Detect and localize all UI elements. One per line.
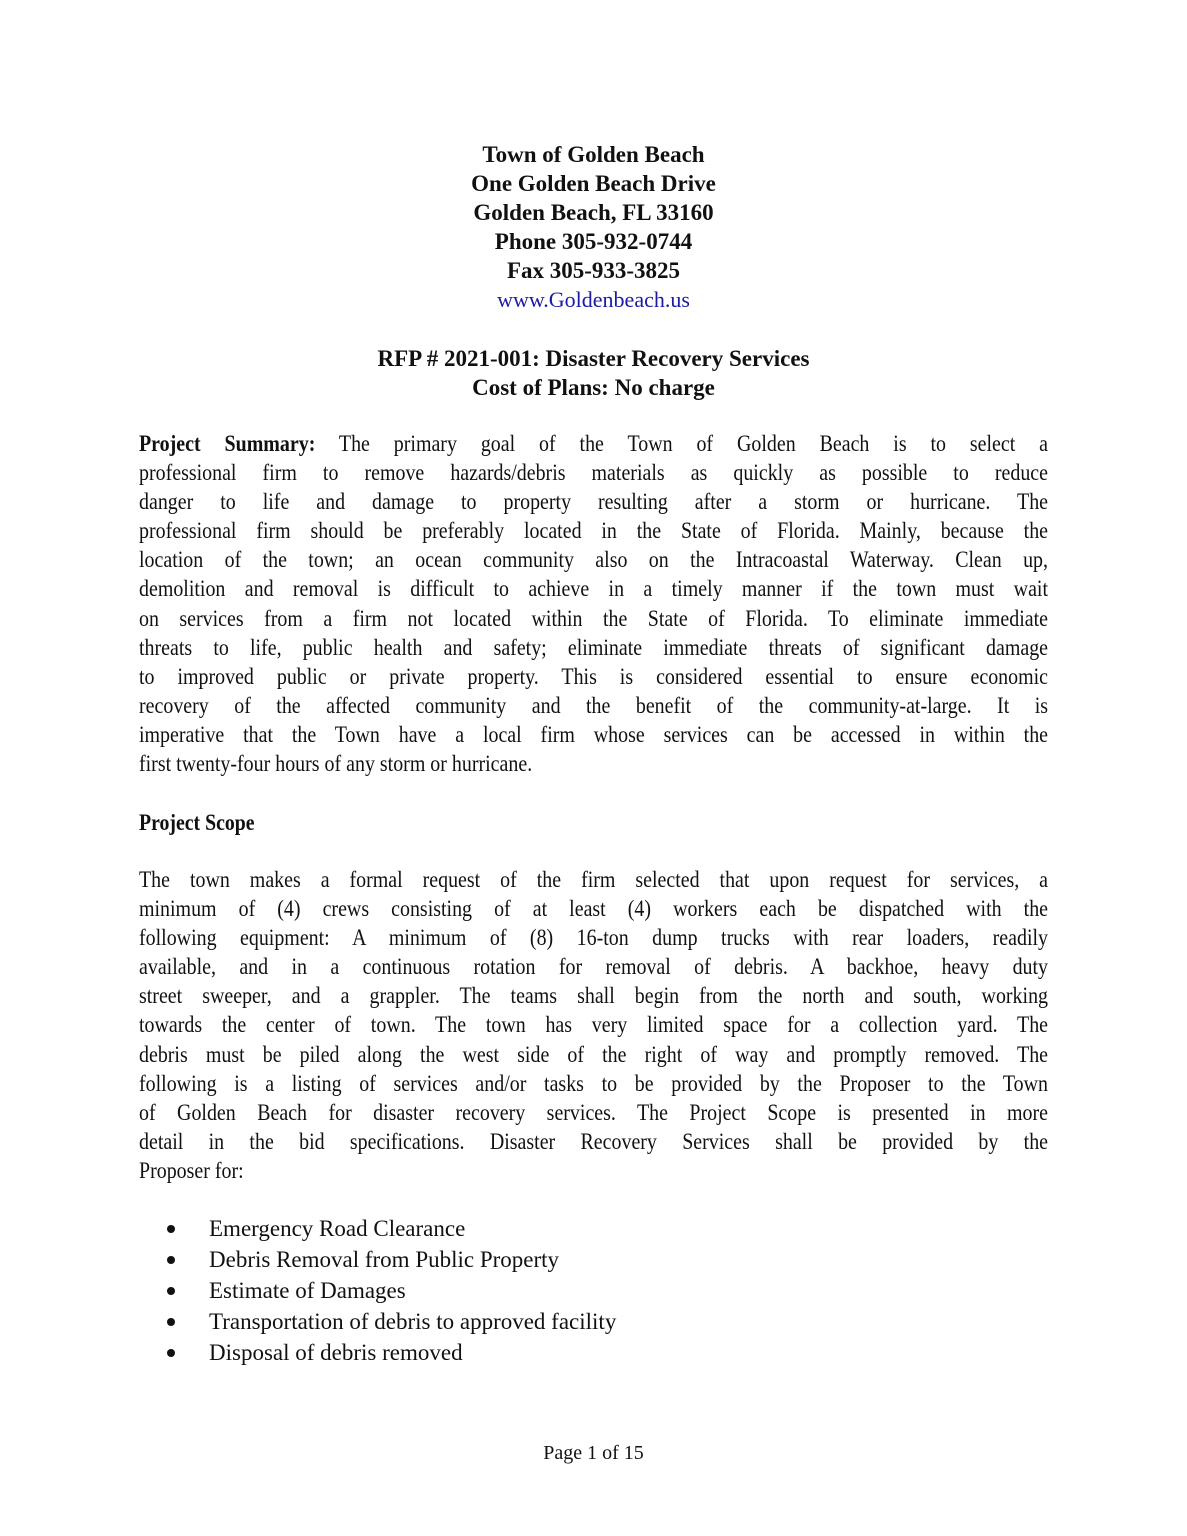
letterhead — [0, 140, 1187, 314]
summary-line: Project Summary: The primary goal of the Town of Golden Beach is to select a — [139, 431, 1049, 457]
website-link[interactable]: www.Goldenbeach.us — [497, 287, 690, 312]
list-item: Estimate of Damages — [167, 1275, 616, 1306]
phone-number: Phone 305-932-0744 — [494, 229, 693, 254]
scope-line: Proposer for: — [139, 1157, 244, 1184]
fax-number: Fax 305-933-3825 — [506, 258, 681, 283]
list-item: Disposal of debris removed — [167, 1337, 616, 1368]
scope-line: minimum of (4) crews consisting of at least (4) workers each be dispatched with the — [139, 896, 1049, 923]
rfp-heading — [0, 344, 1187, 402]
summary-line: threats to life, public health and safety; eliminate immediate threats of significant damage — [139, 634, 1049, 661]
summary-line: professional firm to remove hazards/debris materials as quickly as possible to reduce — [139, 460, 1049, 487]
project-scope-heading: Project Scope — [139, 810, 255, 835]
scope-line: detail in the bid specifications. Disaster Recovery Services shall be provided by the — [139, 1128, 1049, 1155]
summary-line: demolition and removal is difficult to achieve in a timely manner if the town must wait — [139, 576, 1049, 603]
scope-line: of Golden Beach for disaster recovery services. The Project Scope is presented in more — [139, 1099, 1049, 1126]
rfp-title: RFP # 2021-001: Disaster Recovery Services — [377, 346, 810, 371]
services-list — [167, 1213, 616, 1368]
city-state-zip: Golden Beach, FL 33160 — [473, 200, 714, 225]
scope-line: available, and in a continuous rotation for removal of debris. A backhoe, heavy duty — [139, 954, 1049, 981]
scope-line: following is a listing of services and/or tasks to be provided by the Proposer to the Town — [139, 1070, 1049, 1097]
town-name: Town of Golden Beach — [482, 142, 705, 167]
scope-line: debris must be piled along the west side of the right of way and promptly removed. The — [139, 1041, 1049, 1068]
bullet-icon — [167, 1256, 175, 1264]
summary-line: first twenty-four hours of any storm or hurricane. — [139, 751, 533, 778]
scope-line: towards the center of town. The town has very limited space for a collection yard. The — [139, 1012, 1049, 1039]
summary-line: location of the town; an ocean community also on the Intracoastal Waterway. Clean up, — [139, 547, 1049, 574]
summary-line: on services from a firm not located within the State of Florida. To eliminate immediate — [139, 605, 1049, 632]
list-item: Transportation of debris to approved facility — [167, 1306, 616, 1337]
summary-line: to improved public or private property. This is considered essential to ensure economic — [139, 663, 1049, 690]
summary-line: recovery of the affected community and the benefit of the community-at-large. It is — [139, 692, 1049, 719]
cost-of-plans: Cost of Plans: No charge — [472, 375, 715, 400]
list-item: Debris Removal from Public Property — [167, 1244, 616, 1275]
list-item: Emergency Road Clearance — [167, 1213, 616, 1244]
scope-line: The town makes a formal request of the firm selected that upon request for services, a — [139, 867, 1049, 893]
bullet-icon — [167, 1349, 175, 1357]
scope-line: street sweeper, and a grappler. The teams shall begin from the north and south, working — [139, 983, 1049, 1010]
bullet-icon — [167, 1318, 175, 1326]
scope-line: following equipment: A minimum of (8) 16-ton dump trucks with rear loaders, readily — [139, 925, 1049, 952]
page-number: Page 1 of 15 — [543, 1442, 644, 1464]
project-scope-paragraph — [139, 866, 1048, 1186]
summary-line: danger to life and damage to property resulting after a storm or hurricane. The — [139, 489, 1049, 516]
bullet-icon — [167, 1287, 175, 1295]
summary-line: professional firm should be preferably located in the State of Florida. Mainly, because the — [139, 518, 1049, 545]
street-address: One Golden Beach Drive — [471, 171, 716, 196]
summary-label: Project Summary: — [139, 431, 316, 457]
bullet-icon — [167, 1225, 175, 1233]
summary-line: imperative that the Town have a local firm whose services can be accessed in within the — [139, 721, 1049, 748]
project-summary-paragraph — [139, 430, 1048, 779]
